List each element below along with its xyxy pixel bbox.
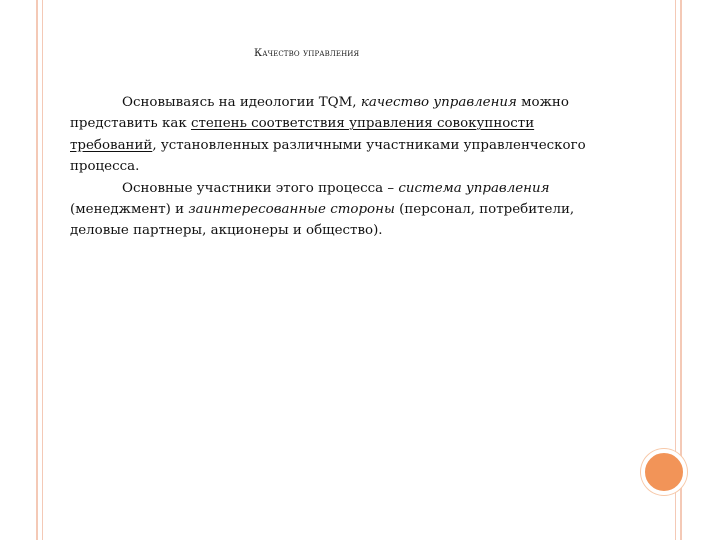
slide-title: Качество управления — [254, 47, 360, 59]
paragraph1-underlined-phrase: степень соответствия управления совокупности требований — [70, 116, 535, 153]
slide-body — [70, 92, 610, 242]
paragraph1-text-1: Основываясь на идеологии TQM, — [122, 95, 361, 110]
paragraph2-italic-term-1: система управления — [398, 180, 550, 196]
paragraph-participants — [70, 178, 610, 242]
slide-border-frame — [36, 0, 682, 540]
paragraph-definition — [70, 92, 610, 178]
paragraph2-italic-term-2: заинтересованные стороны — [188, 202, 395, 218]
paragraph1-text-2: можно представить как — [70, 95, 569, 132]
paragraph1-text-3: , установленных различными участниками управленческого процесса. — [70, 137, 586, 175]
paragraph1-italic-term: качество управления — [360, 95, 517, 110]
paragraph2-text-3: (персонал, потребители, деловые партнеры, акционеры и общество). — [70, 202, 575, 239]
paragraph2-text-2: (менеджмент) и — [70, 202, 189, 218]
paragraph2-text-1: Основные участники этого процесса – — [122, 180, 399, 196]
decorative-circle — [641, 449, 687, 495]
